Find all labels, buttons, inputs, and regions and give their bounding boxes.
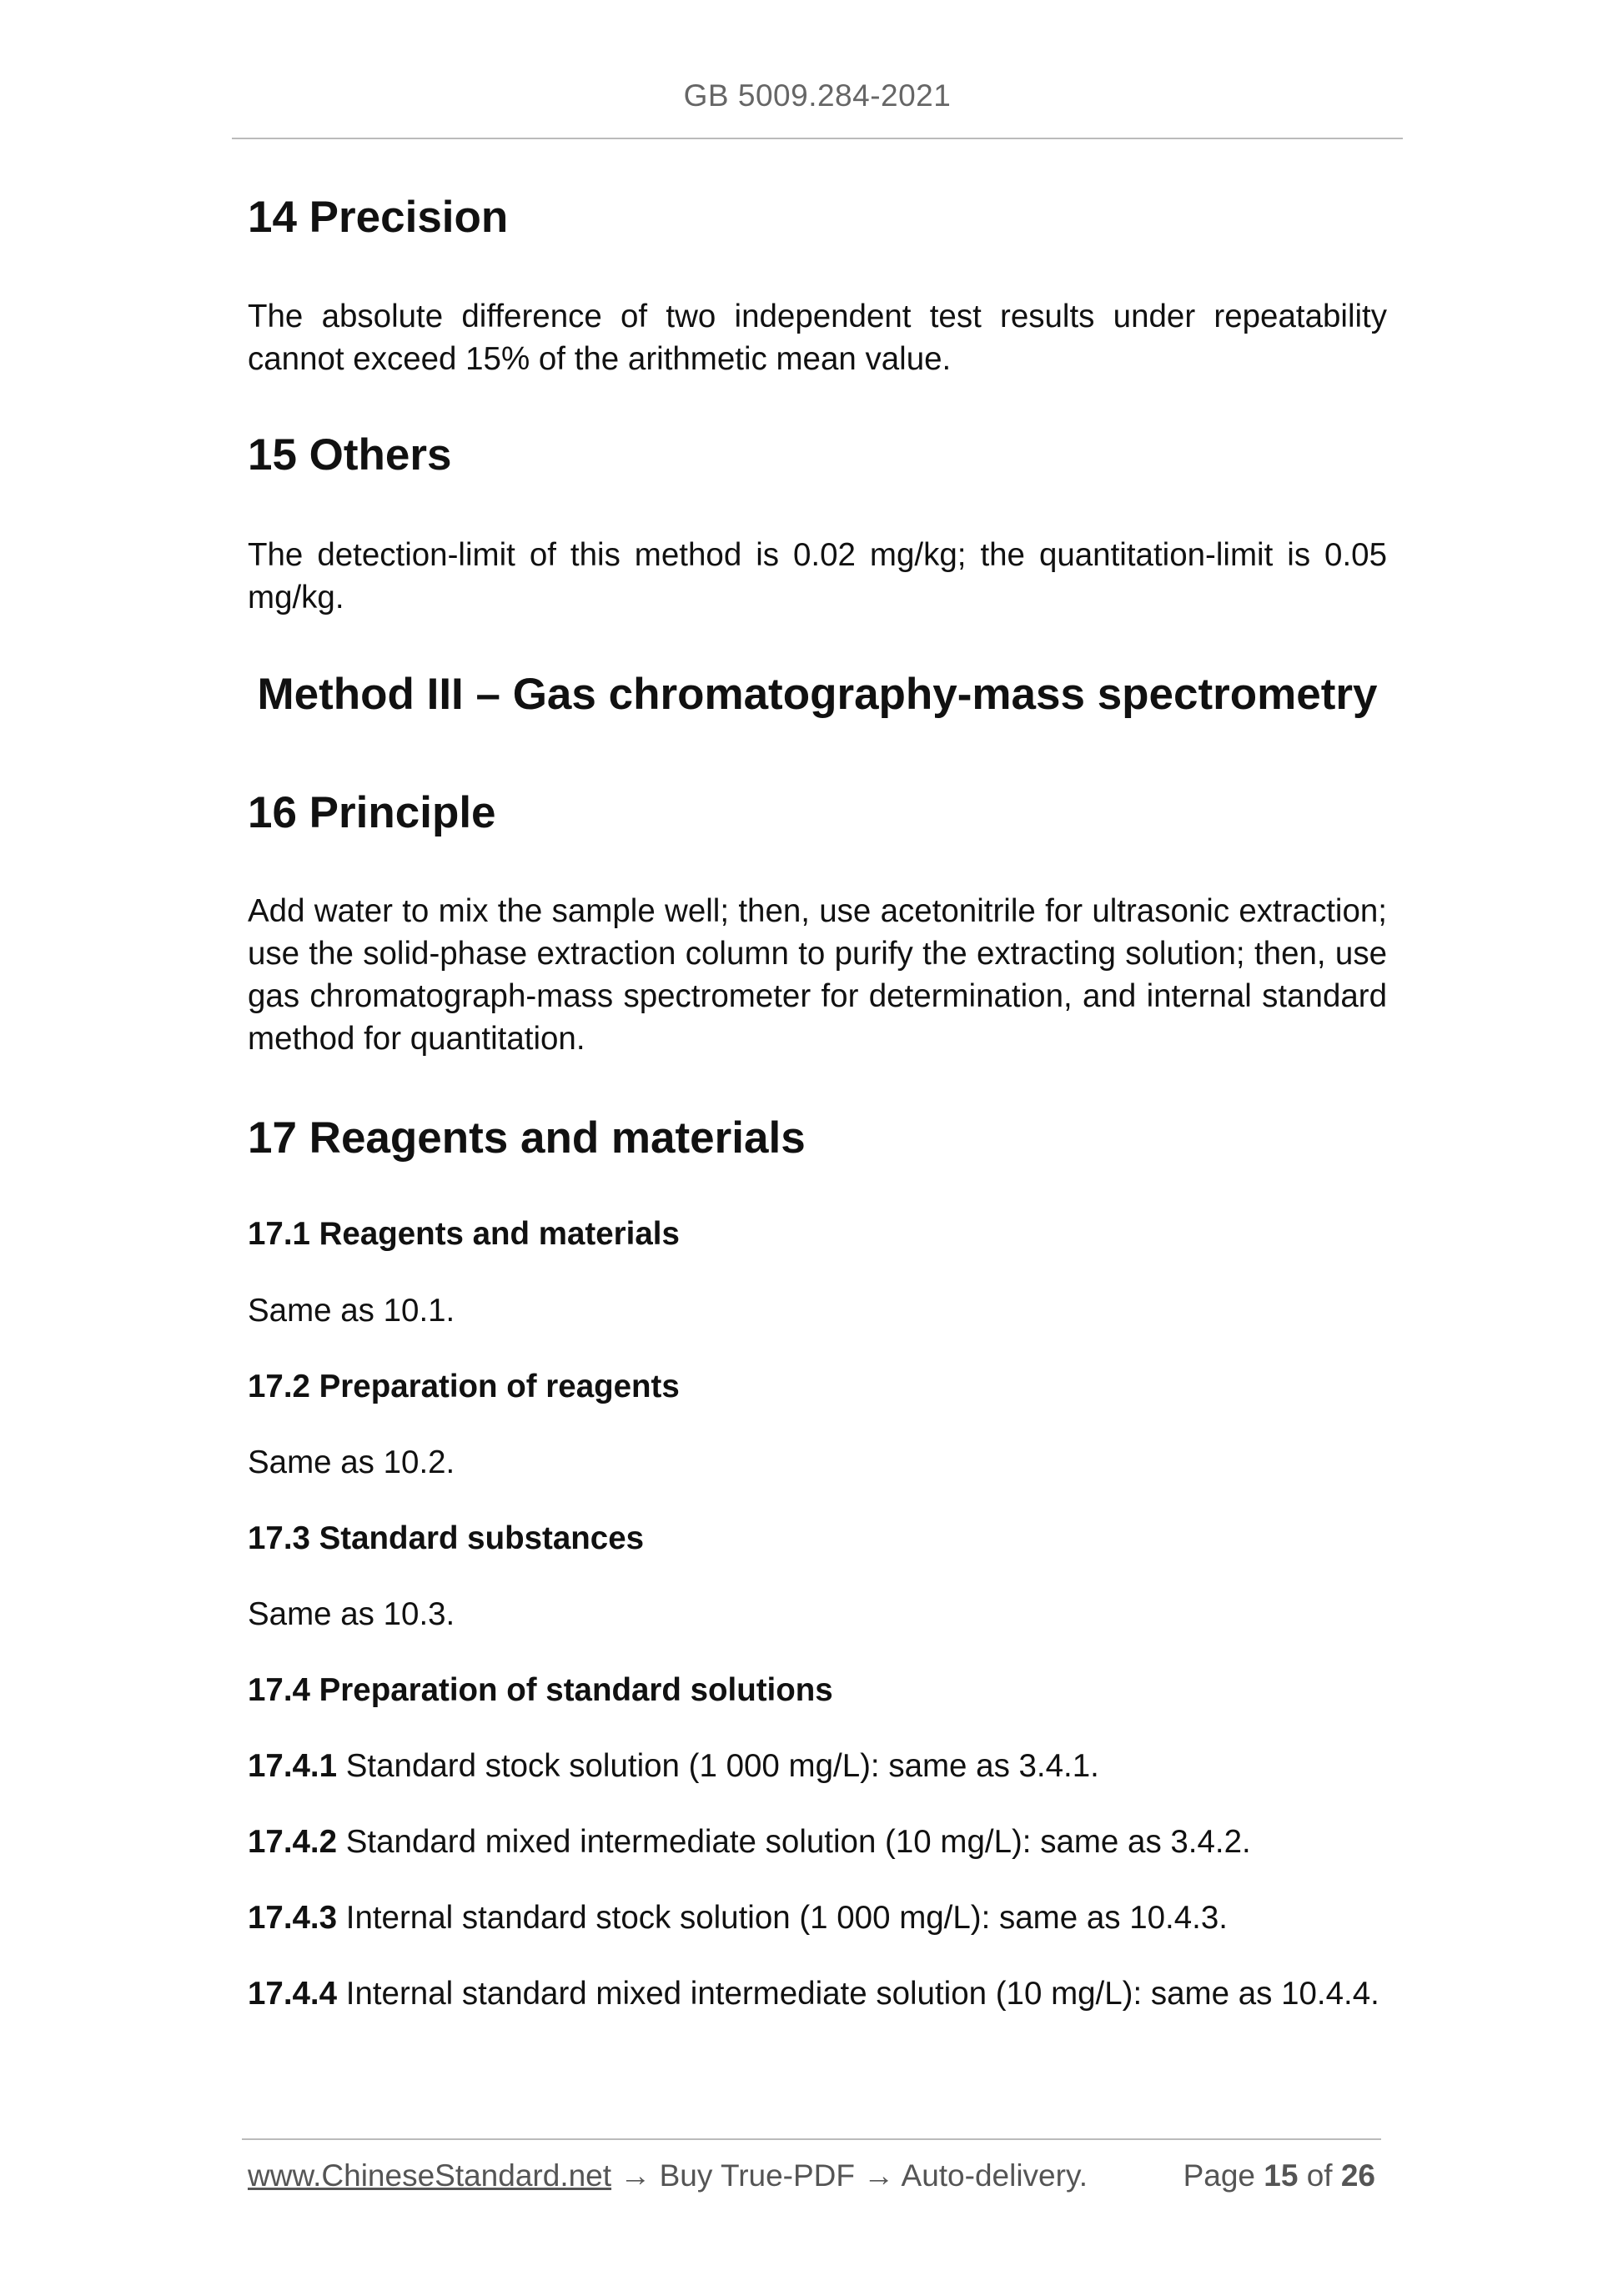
paragraph-principle: Add water to mix the sample well; then, use acetonitrile for ultrasonic extraction; use the solid-phase extraction column to purify the extracting solution; then, use gas chromatograph-mass spectrometer for determination, and internal standard method for quantitation. <box>248 893 1387 1057</box>
page-total: 26 <box>1340 2158 1375 2193</box>
text-17-2: Same as 10.2. <box>248 1444 455 1480</box>
subheading-17-1: 17.1 Reagents and materials <box>248 1216 680 1252</box>
page-footer <box>248 2158 1387 2193</box>
heading-15-others: 15 Others <box>248 430 452 480</box>
paragraph-others: The detection-limit of this method is 0.02 mg/kg; the quantitation-limit is 0.05 mg/kg. <box>248 537 1387 615</box>
heading-16-principle: 16 Principle <box>248 788 496 837</box>
paragraph-precision: The absolute difference of two independent test results under repeatability cannot exceed 15% of the arithmetic mean value. <box>248 299 1387 377</box>
clause-text: Internal standard stock solution (1 000 mg/L): same as 10.4.3. <box>345 1900 1228 1936</box>
subheading-17-3: 17.3 Standard substances <box>248 1520 645 1556</box>
method-title: Method III – Gas chromatography-mass spectrometry <box>257 670 1378 719</box>
list-item-17-4-3 <box>248 1900 1228 1937</box>
list-item-17-4-4 <box>248 1976 1379 2012</box>
clause-text: Internal standard mixed intermediate solution (10 mg/L): same as 10.4.4. <box>345 1976 1379 2012</box>
heading-14-precision: 14 Precision <box>248 193 509 242</box>
clause-number: 17.4.4 <box>248 1976 338 2012</box>
subheading-17-2: 17.2 Preparation of reagents <box>248 1369 680 1404</box>
page-current: 15 <box>1264 2158 1299 2193</box>
heading-17-reagents: 17 Reagents and materials <box>248 1113 806 1163</box>
text-17-3: Same as 10.3. <box>248 1596 455 1632</box>
footer-divider <box>242 2138 1381 2140</box>
footer-tagline: → Buy True-PDF → Auto-delivery. <box>620 2158 1088 2193</box>
website-link[interactable]: www.ChineseStandard.net <box>248 2158 612 2193</box>
clause-number: 17.4.3 <box>248 1900 338 1936</box>
subheading-17-4: 17.4 Preparation of standard solutions <box>248 1672 833 1708</box>
clause-number: 17.4.2 <box>248 1824 338 1860</box>
page-label: Page <box>1183 2158 1255 2193</box>
text-17-1: Same as 10.1. <box>248 1293 455 1329</box>
list-item-17-4-2 <box>248 1824 1251 1861</box>
of-label: of <box>1306 2158 1333 2193</box>
clause-text: Standard mixed intermediate solution (10 mg/L): same as 3.4.2. <box>345 1824 1251 1860</box>
clause-text: Standard stock solution (1 000 mg/L): same as 3.4.1. <box>345 1748 1099 1784</box>
header-divider <box>232 138 1403 139</box>
list-item-17-4-1 <box>248 1748 1099 1785</box>
page-header: GB 5009.284-2021 <box>683 78 952 113</box>
page-number <box>1183 2158 1375 2193</box>
clause-number: 17.4.1 <box>248 1748 338 1784</box>
